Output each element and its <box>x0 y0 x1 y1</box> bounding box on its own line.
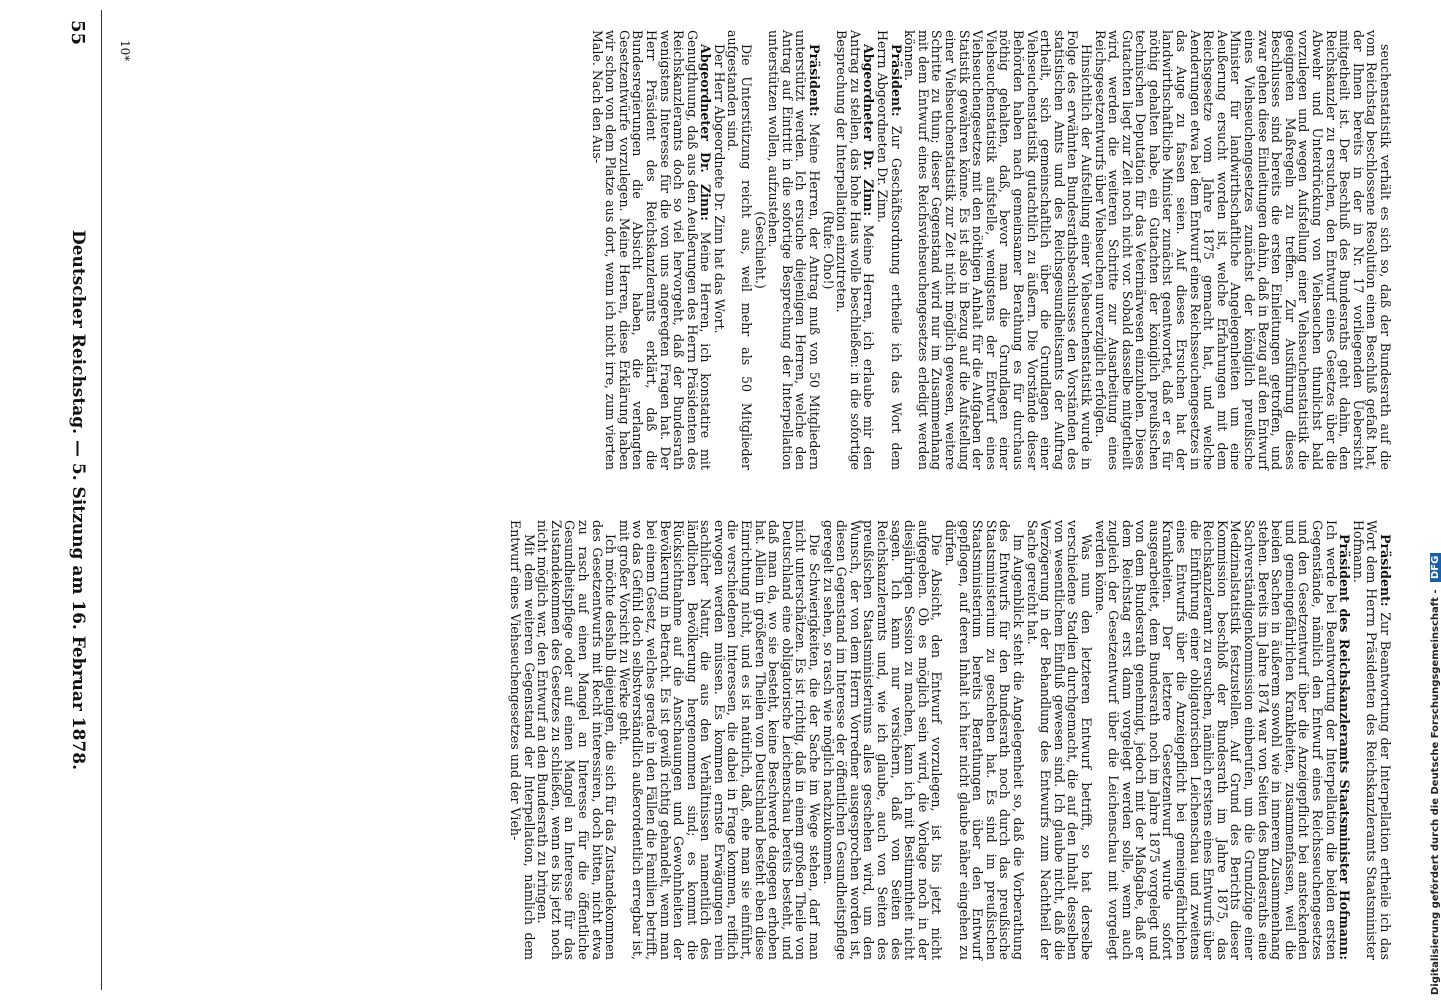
paragraph-text: Die Schwierigkeiten, die der Sache im Wege stehen, darf man nicht unterschätzen. Es ist richtig, daß in einem großen Theile von Deutschland eine obligatorische Leichenschau bereits besteht, und daß man da, wo sie besteht, keine Beschwerde dagegen erhoben hat. Allein in größeren Theilen von Deutschland besteht eben diese Einrichtung nicht, und es ist natürlich, daß, ehe man sie einführt, die verschiedenen Interessen, die dabei in Frage kommen, reiflich erwogen werden müssen. Es kommen ernste Erwägungen rein sachlicher Natur, die aus den Verhältnissen namentlich des ländlichen Bevölkerung hergenommen sind; es kommt die Rücksichtnahme auf die Anschauungen und Gewohnheiten der Bevölkerung in Betracht. Es ist gewiß richtig gehandelt, wenn man bei einem Gesetz, welches gerade in den Fällen die Familien betrifft, wo das Gefühl doch selbstverständlich außerordentlich erregbar ist, mit großer Vorsicht zu Werke geht. <box>616 520 823 960</box>
dfg-watermark <box>1410 10 1441 1000</box>
paragraph <box>875 30 902 470</box>
column-right <box>122 30 1392 470</box>
paragraph-text: Mit dem weiteren Gegenstand der Interpellation, nämlich dem Entwurf eines Viehseuchengesetzes und der Vieh- <box>508 520 537 960</box>
paragraph-text: Ich werde bei Beantwortung der Interpellation die beiden ersten Gegenstände, nämlich den Entwurf eines Reichsseuchengesetzes und den Gesetzentwurf über die Anzeigepflicht bei ansteckenden und gemeingefährlichen Krankheiten, zusammenfassen, weil die beiden Sachen in äußerem sowohl wie in innerem Zusammenhang stehen. Bereits im Jahre 1874 war von Seiten des Bundesraths eine Sachverständigenkommission einberufen, um die Grundzüge einer Medizinalstatistik festzustellen. Auf Grund des Berichts dieser Kommission beschloß der Bundesrath im Jahre 1875, das Reichskanzleramt zu ersuchen, nämlich erstens eines Entwurfs über die Einführung einer obligatorischen Leichenschau und zweitens eines Entwurfs über die Anzeigepflicht bei gemeingefährlichen Krankheiten. Der letztere Gesetzentwurf wurde sofort ausgearbeitet, dem Bundesrath noch im Jahre 1875 vorgelegt und von dem Bundesrath genehmigt, jedoch mit der Maßgabe, daß er dem Reichstag erst dann vorgelegt werden solle, wenn auch zugleich der Gesetzentwurf über die Leichenschau mit vorgelegt werden könne. <box>1092 520 1339 960</box>
paragraph <box>1093 520 1351 960</box>
paragraph-text: Zur Beantwortung der Interpellation ertheile ich das Wort dem Herrn Präsidenten des Reichskanzleramts Staatsminister Hofmann. <box>1350 520 1393 960</box>
paragraph-text: Zur Geschäftsordnung ertheile ich das Wort dem Herrn Abgeordneten Dr. Zinn. <box>875 30 904 470</box>
paragraph <box>903 30 1093 470</box>
page-header <box>54 0 94 1000</box>
paragraph <box>1351 520 1392 960</box>
paragraph <box>767 30 821 470</box>
dfg-logo: DFG <box>1430 553 1441 582</box>
paragraph-text: (Geschieht.) <box>752 211 768 289</box>
paragraph-text: Meine Herren, der Antrag muß von 50 Mitgliedern unterstützt werden. Ich ersuche diejenigen Herren, welche den Antrag auf Eintritt in die sofortige Besprechung der Interpellation unterstützen wollen, aufzustehen. <box>766 30 823 470</box>
page-number: 55 <box>67 20 88 46</box>
paragraph <box>753 30 767 470</box>
speaker-name: Präsident: <box>1378 534 1393 607</box>
paragraph-text: Der Herr Abgeordnete Dr. Zinn hat das Wort. <box>711 44 727 334</box>
paragraph <box>508 520 535 960</box>
speaker-name: Präsident des Reichskanzleramts Staatsminister Hofmann: <box>1337 534 1353 960</box>
paragraph <box>726 30 753 470</box>
paragraph <box>712 30 726 470</box>
paragraph <box>821 520 943 960</box>
column-left <box>122 520 1392 960</box>
running-head: Deutscher Reichstag. — 5. Sitzung am 16. Februar 1878. <box>68 229 88 771</box>
speaker-name: Präsident: <box>807 44 823 117</box>
speaker-name: Präsident: <box>888 44 904 117</box>
header-rule <box>101 10 102 990</box>
paragraph-text: seuchenstatistik verhält es sich so, daß der Bundesrath auf die vom Reichstag beschlossene Resolution einen Beschluß gefaßt hat, der Ihnen bereits in der in Nr. 17 vorliegenden Uebersicht mitgetheilt ist. Der Beschluß des Bundesraths geht dahin, den Reichskanzler zu ersuchen, den Entwurf eines Gesetzes über die Abwehr und Unterdrückung von Viehseuchen thunlichst bald vorzulegen und wegen Aufstellung einer Viehseuchenstatistik die geeigneten Maßregeln zu treffen. Zur Ausführung dieses Beschlusses sind bereits die ersten Einleitungen getroffen, und zwar gehen diese Einleitungen dahin, daß in Bezug auf den Entwurf eines Viehseuchengesetzes zunächst der königlich preußische Minister für landwirthschaftliche Angelegenheiten um eine Aeußerung ersucht worden ist, welche Erfahrungen mit dem Reichsgesetze vom Jahre 1875 gemacht hat, und welche Aenderungen etwa bei dem Entwurf eines Reichsseuchengesetzes in das Auge zu fassen seien. Auf dieses Ersuchen hat der landwirthschaftliche Minister zunächst geantwortet, daß er es für nöthig gehalten habe, ein Gutachten der königlich preußischen technischen Deputation für das Veterinärwesen einzuholen. Dieses Gutachten liegt zur Zeit noch nicht vor. Sobald dasselbe mitgetheilt wird, werden die weiteren Schritte zur Ausarbeitung eines Reichsgesetzentwurfs über Viehseuchen unverzüglich erfolgen. <box>1092 30 1393 470</box>
paragraph-text: (Rufe: Oho!) <box>820 210 836 290</box>
paragraph-text: Im Augenblick steht die Angelegenheit so, daß die Vorberathung des Entwurfs für den Bundesrath noch durch das preußische Staatsministerium zu geschehen hat. Es sind im preußischen Staatsministerium bereits Berathungen über den Entwurf gepflogen, auf deren Inhalt ich hier nicht glaube näher eingehen zu dürfen. <box>943 520 1026 960</box>
paragraph-text: Hinsichtlich der Aufstellung einer Viehseuchenstatistik wurde in Folge des erwähnten Bundesrathsbeschlusses den Vorständen des statistischen Amts und des Reichsgesundheitsamts der Auftrag ertheilt, sich gemeinschaftlich über die Grundlagen einer Viehseuchenstatistik gutachtlich zu äußern. Die Vorstände dieser Behörden haben nach gemeinsamer Berathung es für durchaus nöthig gehalten, daß, bevor man die Grundlagen einer Viehseuchenstatistik aufstelle, wenigstens der Entwurf eines Viehseuchengesetzes mit den nöthigen Anhalt für die Aufgaben der Statistik gewähren könne. Es ist also in Bezug auf die Aufstellung einer Viehseuchenstatistik zur Zeit nicht möglich gewesen, weitere Schritte zu thun; dieser Gegenstand wird nur im Zusammenhang mit dem Entwurf eines Reichsviehseuchengesetzes erledigt werden können. <box>902 30 1094 470</box>
paragraph-text: Was nun den letzteren Entwurf betrifft, so hat derselbe verschiedene Stadien durchgemacht, die auf den Inhalt desselben von wesentlichem Einfluß gewesen sind. Ich glaube nicht, daß die Verzögerung in der Behandlung des Entwurfs zum Nachtheil der Sache gereicht hat. <box>1024 520 1094 960</box>
paragraph-text: Die Unterstützung reicht aus, weil mehr als 50 Mitglieder aufgestanden sind. <box>725 30 755 470</box>
paragraph <box>1025 520 1093 960</box>
paragraph <box>1093 30 1392 470</box>
paragraph <box>590 30 712 470</box>
watermark-text: Digitalisierung gefördert durch die Deutsche Forschungsgemeinschaft - <box>1430 589 1441 995</box>
paragraph-text: Ich möchte deshalb diejenigen, die sich für das Zustandekommen des Gesetzentwurfs mit Recht interessiren, doch bitten, nicht etwa zu rasch auf einen Mangel an Interesse für die öffentliche Gesundheitspflege oder auf einen Mangel an Interesse für das Zustandekommen des Gesetzes zu schließen, wenn es bis jetzt noch nicht möglich war, den Entwurf an den Bundesrath zu bringen. <box>535 520 619 960</box>
page-signature: 10* <box>118 40 132 62</box>
paragraph <box>617 520 821 960</box>
paragraph <box>835 30 876 470</box>
paragraph <box>536 520 618 960</box>
paragraph-text: Meine Herren, ich konstatire mit Genugthuung, daß aus den Aeußerungen des Herrn Präsidenten des Reichskanzleramts doch so viel hervorgeht, daß der Bundesrath wenigstens Interesse für die von uns angeregten Fragen hat. Der Herr Präsident des Reichskanzleramts erklärt, daß die Bundesregierungen die Absicht haben, die verlangten Gesetzentwürfe vorzulegen. Meine Herren, diese Erklärung haben wir schon von dem Platze aus dort, wenn ich nicht irre, zum vierten Male. Nach den Aus- <box>589 30 714 470</box>
paragraph <box>943 520 1025 960</box>
speaker-name: Abgeordneter Dr. Zinn: <box>698 44 714 221</box>
paragraph-text: Die Absicht, den Entwurf vorzulegen, ist bis jetzt nicht aufgegeben. Ob es möglich sein wird, die Vorlage noch in der diesjährigen Session zu machen, kann ich mit Bestimmtheit nicht sagen. Ich kann nur versichern, daß von Seiten des Reichskanzleramts und, wie ich glaube, auch von Seiten des preußischen Staatsministeriums alles geschehen wird, um den Wunsch, der von dem Herrn Vorredner ausgesprochen worden ist, diesen Gegenstand im Interesse der öffentlichen Gesundheitspflege geregelt zu sehen, so rasch wie möglich nachzukommen. <box>820 520 945 960</box>
paragraph <box>821 30 835 470</box>
speaker-name: Abgeordneter Dr. Zinn: <box>861 44 877 217</box>
paragraph-text: Meine Herren, ich erlaube mir den Antrag zu stellen, das hohe Haus wolle beschließen: in die sofortige Besprechung der Interpellation einzutreten. <box>834 30 877 470</box>
